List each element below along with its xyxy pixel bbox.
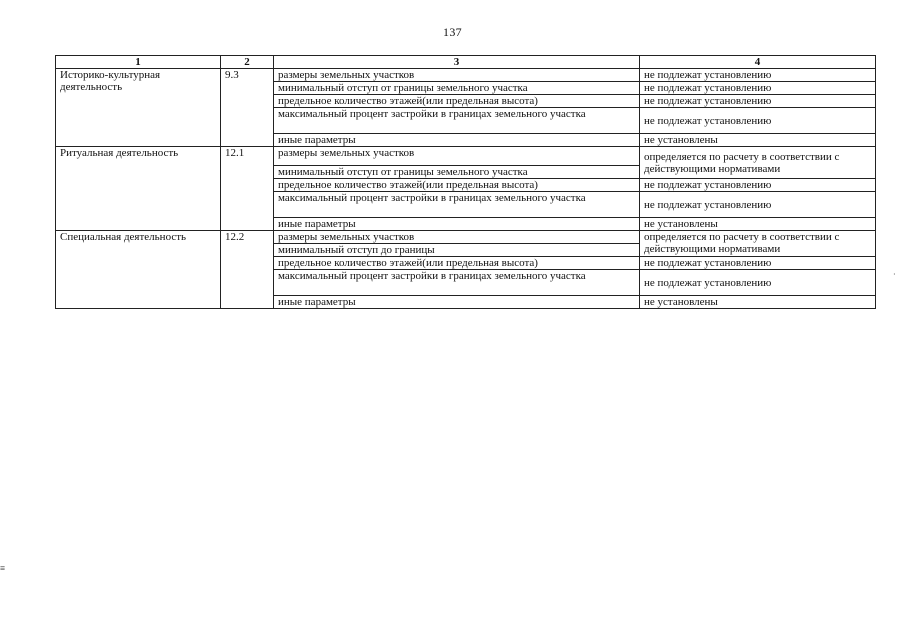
parameter-cell: минимальный отступ до границы bbox=[274, 244, 640, 257]
table-row bbox=[56, 231, 876, 244]
parameter-cell: минимальный отступ от границы земельного участка bbox=[274, 166, 640, 179]
page-number: 137 bbox=[443, 25, 462, 39]
column-header-3: 3 bbox=[274, 56, 640, 69]
parameter-cell: предельное количество этажей(или предельная высота) bbox=[274, 179, 640, 192]
parameter-cell: максимальный процент застройки в границах земельного участка bbox=[274, 192, 640, 218]
value-cell: не подлежат установлению bbox=[640, 179, 876, 192]
parameter-cell: максимальный процент застройки в границах земельного участка bbox=[274, 270, 640, 296]
table-row bbox=[56, 147, 876, 166]
parameter-cell: иные параметры bbox=[274, 134, 640, 147]
value-cell: определяется по расчету в соответствии с действующими нормативами bbox=[640, 231, 876, 257]
parameter-cell: предельное количество этажей(или предельная высота) bbox=[274, 257, 640, 270]
parameter-cell: размеры земельных участков bbox=[274, 231, 640, 244]
parameter-cell: минимальный отступ от границы земельного участка bbox=[274, 82, 640, 95]
value-cell: не подлежат установлению bbox=[640, 95, 876, 108]
code-cell: 9.3 bbox=[221, 69, 274, 147]
value-cell: не подлежат установлению bbox=[640, 192, 876, 218]
code-cell: 12.2 bbox=[221, 231, 274, 309]
table-row bbox=[56, 69, 876, 82]
value-cell: не подлежат установлению bbox=[640, 108, 876, 134]
value-cell: не подлежат установлению bbox=[640, 69, 876, 82]
column-header-4: 4 bbox=[640, 56, 876, 69]
scan-margin-dot: · bbox=[893, 270, 896, 279]
value-cell: не подлежат установлению bbox=[640, 270, 876, 296]
parameter-cell: размеры земельных участков bbox=[274, 69, 640, 82]
table-header-row bbox=[56, 56, 876, 69]
column-header-1: 1 bbox=[56, 56, 221, 69]
regulations-table bbox=[55, 55, 876, 309]
parameter-cell: иные параметры bbox=[274, 218, 640, 231]
activity-cell: Историко-культурная деятельность bbox=[56, 69, 221, 147]
activity-cell: Ритуальная деятельность bbox=[56, 147, 221, 231]
value-cell: определяется по расчету в соответствии с действующими нормативами bbox=[640, 147, 876, 179]
parameter-cell: размеры земельных участков bbox=[274, 147, 640, 166]
parameter-cell: предельное количество этажей(или предельная высота) bbox=[274, 95, 640, 108]
value-cell: не подлежат установлению bbox=[640, 257, 876, 270]
parameter-cell: максимальный процент застройки в границах земельного участка bbox=[274, 108, 640, 134]
value-cell: не установлены bbox=[640, 218, 876, 231]
scan-margin-mark: ≡ bbox=[0, 563, 6, 573]
activity-cell: Специальная деятельность bbox=[56, 231, 221, 309]
value-cell: не установлены bbox=[640, 134, 876, 147]
value-cell: не подлежат установлению bbox=[640, 82, 876, 95]
column-header-2: 2 bbox=[221, 56, 274, 69]
value-cell: не установлены bbox=[640, 296, 876, 309]
parameter-cell: иные параметры bbox=[274, 296, 640, 309]
code-cell: 12.1 bbox=[221, 147, 274, 231]
